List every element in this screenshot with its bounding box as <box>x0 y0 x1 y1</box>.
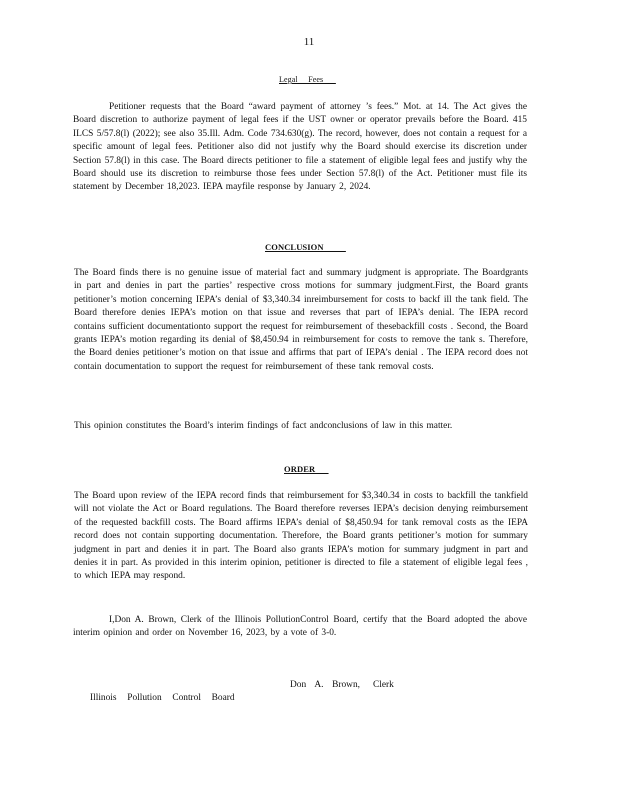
interim-findings-paragraph: This opinion constitutes the Board’s interim findings of fact andconclusions of law in this matter. <box>74 421 453 431</box>
clerk-certification-paragraph: I,Don A. Brown, Clerk of the Illinois PollutionControl Board, certify that the Board adopted the above interim opinion and order on November 16, 2023, by a vote of 3-0. <box>73 615 527 639</box>
order-paragraph: The Board upon review of the IEPA record finds that reimbursement for $3,340.34 in costs to backfill the tankfield will not violate the Act or Board regulations. The Board therefore reverses IEPA’s decision denying reimbursement of the requested backfill costs. The Board affirms IEPA’s denial of $8,450.94 for tank removal costs as the IEPA record does not contain supporting documentation. Therefore, the Board grants petitioner’s motion for summary judgment in part and denies it in part. The Board also grants IEPA’s motion for summary judgment in part and denies it in part. As provided in this interim opinion, petitioner is directed to file a statement of eligible legal fees , to which IEPA may respond. <box>74 491 528 582</box>
board-name: Illinois Pollution Control Board <box>90 693 235 703</box>
conclusion-paragraph: The Board finds there is no genuine issue of material fact and summary judgment is appropriate. The Boardgrants in part and denies in part the parties’ respective cross motions for summary judgment.First, the Board grants petitioner’s motion concerning IEPA’s denial of $3,340.34 inreimbursement for costs to backf ill the tank field. The Board therefore denies IEPA’s motion on that issue and reverses that part of IEPA’s denial. The IEPA record contains sufficient documentationto support the request for reimbursement of thesebackfill costs . Second, the Board grants IEPA’s motion regarding its denial of $8,450.94 in reimbursement for costs to remove the tank s. Therefore, the Board denies petitioner’s motion on that issue and affirms that part of IEPA’s denial . The IEPA record does not contain documentation to support the request for reimbursement of these tank removal costs. <box>74 268 528 372</box>
order-heading: ORDER <box>284 464 329 474</box>
page-number: 11 <box>303 36 315 48</box>
legal-fees-paragraph: Petitioner requests that the Board “award payment of attorney ’s fees.” Mot. at 14. The Act gives the Board discretion to authorize payment of legal fees if the UST owner or operator prevails before the Board. 415 ILCS 5/57.8(l) (2022); see also 35.Ill. Adm. Code 734.630(g). The record, however, does not contain a request for a specific amount of legal fees. Petitioner also did not justify why the Board should exercise its discretion under Section 57.8(l) in this case. The Board directs petitioner to file a statement of eligible legal fees and justify why the Board should use its discretion to reimburse those fees under Section 57.8(l) of the Act. Petitioner must file its statement by December 18,2023. IEPA mayfile response by January 2, 2024. <box>73 102 527 193</box>
clerk-signature-name: Don A. Brown, Clerk <box>290 680 394 690</box>
legal-fees-heading: Legal Fees <box>279 75 336 84</box>
conclusion-heading: CONCLUSION <box>265 242 346 252</box>
